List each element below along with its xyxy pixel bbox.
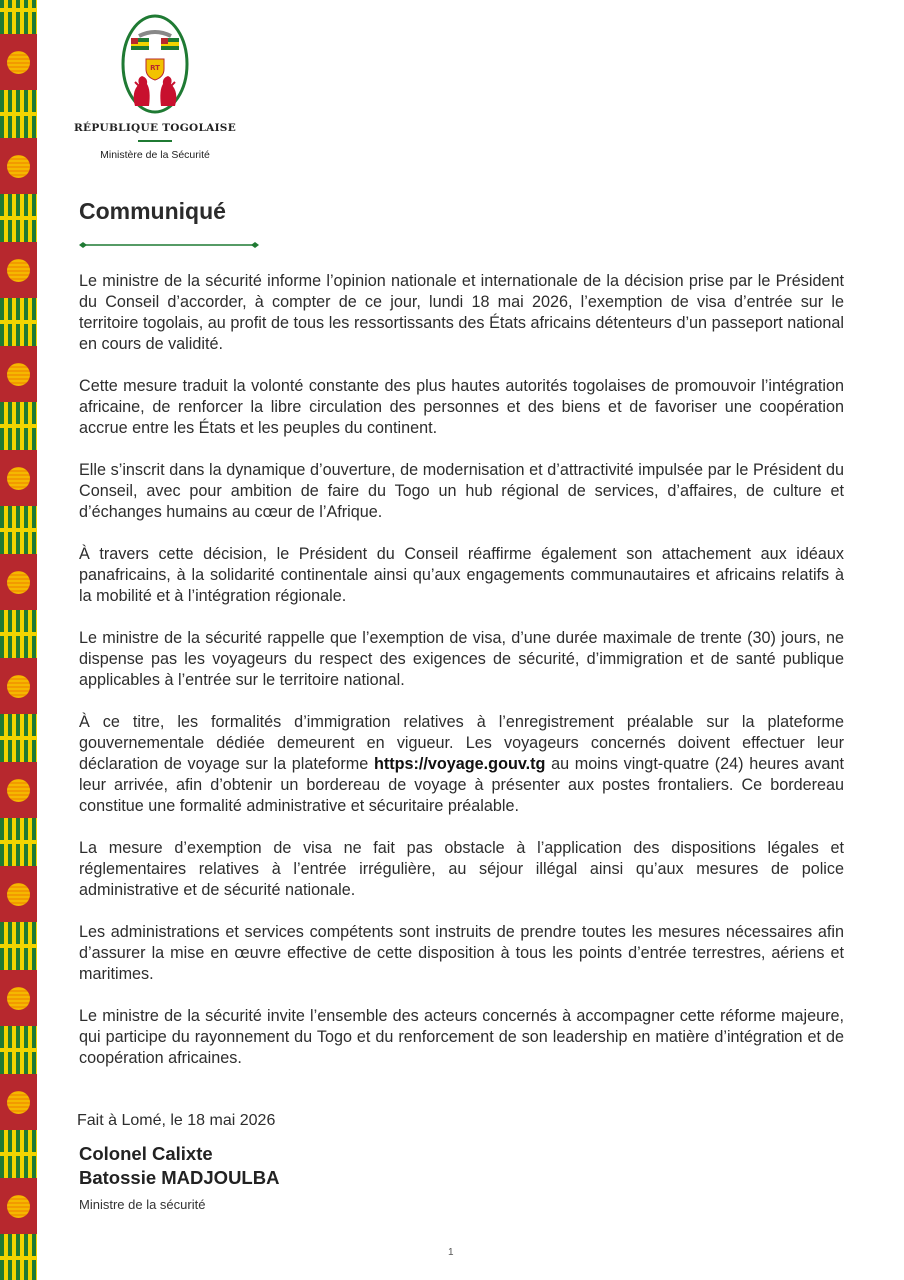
border-pattern-band	[0, 970, 37, 1074]
border-pattern-band	[0, 138, 37, 242]
border-pattern-band	[0, 450, 37, 554]
border-pattern-band	[0, 1178, 37, 1280]
border-pattern-band	[0, 0, 37, 34]
paragraph: Le ministre de la sécurité rappelle que l’exemption de visa, d’une durée maximale de trente (30) jours, ne dispense pas les voyageurs du respect des exigences de sécurité, d’immigration et de santé publique applicables à l’entrée sur le territoire national.	[79, 629, 844, 689]
sun-motif-icon	[7, 571, 30, 594]
signatory-name-line: Batossie MADJOULBA	[79, 1167, 280, 1188]
sun-motif-icon	[7, 363, 30, 386]
sun-motif-icon	[7, 883, 30, 906]
paragraph: La mesure d’exemption de visa ne fait pas obstacle à l’application des dispositions légales et réglementaires relatives à l’entrée irrégulière, au séjour illégal ainsi qu’aux mesures de police administrative et de sécurité nationale.	[79, 839, 844, 899]
country-name: RÉPUBLIQUE TOGOLAISE	[73, 122, 236, 134]
document-title: Communiqué	[79, 198, 226, 224]
border-pattern-band	[0, 34, 37, 138]
sun-motif-icon	[7, 259, 30, 282]
border-pattern-band	[0, 242, 37, 346]
paragraph-text: au moins vingt-quatre (24) heures avant leur arrivée, afin d’obtenir un bordereau de voyage à présenter aux postes frontaliers. Ce bordereau constitue une formalité administrative et sécuritaire préalable.	[79, 755, 844, 815]
signatory-role: Ministre de la sécurité	[79, 1197, 206, 1212]
sun-motif-icon	[7, 155, 30, 178]
communique-body	[79, 271, 844, 1090]
sun-motif-icon	[7, 1195, 30, 1218]
sun-motif-icon	[7, 1091, 30, 1114]
sun-motif-icon	[7, 675, 30, 698]
page-number: 1	[448, 1247, 454, 1258]
title-divider	[79, 241, 259, 249]
signatory-name	[79, 1142, 279, 1190]
border-pattern-band	[0, 866, 37, 970]
border-pattern-band	[0, 346, 37, 450]
paragraph: Le ministre de la sécurité informe l’opinion nationale et internationale de la décision prise par le Président du Conseil d’accorder, à compter de ce jour, lundi 18 mai 2026, l’exemption de visa d’entrée sur le territoire togolais, au profit de tous les ressortissants des États africains détenteurs d’un passeport national en cours de validité.	[79, 272, 844, 353]
ministry-name: Ministère de la Sécurité	[100, 149, 210, 161]
sun-motif-icon	[7, 987, 30, 1010]
sun-motif-icon	[7, 467, 30, 490]
paragraph: Le ministre de la sécurité invite l’ensemble des acteurs concernés à accompagner cette réforme majeure, qui participe du rayonnement du Togo et du renforcement de son leadership en matière d’intégration et de coopération africaines.	[79, 1007, 844, 1067]
border-pattern-band	[0, 1074, 37, 1178]
border-pattern-band	[0, 658, 37, 762]
border-pattern-band	[0, 554, 37, 658]
voyage-platform-link[interactable]: https://voyage.gouv.tg	[373, 755, 546, 773]
sun-motif-icon	[7, 51, 30, 74]
paragraph: Elle s’inscrit dans la dynamique d’ouverture, de modernisation et d’attractivité impulsée par le Président du Conseil, avec pour ambition de faire du Togo un hub régional de services, d’affaires, de culture et d’échanges humains au cœur de l’Afrique.	[79, 461, 844, 521]
signatory-name-line: Colonel Calixte	[79, 1143, 213, 1164]
paragraph-with-link	[79, 712, 844, 817]
header-divider	[138, 140, 172, 142]
emblem-initials: RT	[150, 64, 160, 72]
paragraph-text: À ce titre, les formalités d’immigration relatives à l’enregistrement préalable sur la plateforme gouvernementale dédiée demeurent en vigueur. Les voyageurs concernés doivent effectuer leur déclaration de voyage sur la plateforme	[79, 713, 844, 773]
paragraph: Cette mesure traduit la volonté constante des plus hautes autorités togolaises de promouvoir l’intégration africaine, de renforcer la libre circulation des personnes et des biens et de favoriser une coopération accrue entre les États et les peuples du continent.	[79, 377, 844, 437]
sun-motif-icon	[7, 779, 30, 802]
paragraph: À travers cette décision, le Président du Conseil réaffirme également son attachement aux idéaux panafricains, à la solidarité continentale ainsi qu’aux engagements communautaires et africains relatifs à la mobilité et à l’intégration régionale.	[79, 545, 844, 605]
paragraph: Les administrations et services compétents sont instruits de prendre toutes les mesures nécessaires afin d’assurer la mise en œuvre effective de cette disposition à tous les points d’entrée terrestres, aériens et maritimes.	[79, 923, 844, 983]
place-and-date: Fait à Lomé, le 18 mai 2026	[77, 1112, 276, 1129]
border-pattern-band	[0, 762, 37, 866]
decorative-border	[0, 0, 37, 1280]
coat-of-arms-emblem	[121, 14, 189, 114]
